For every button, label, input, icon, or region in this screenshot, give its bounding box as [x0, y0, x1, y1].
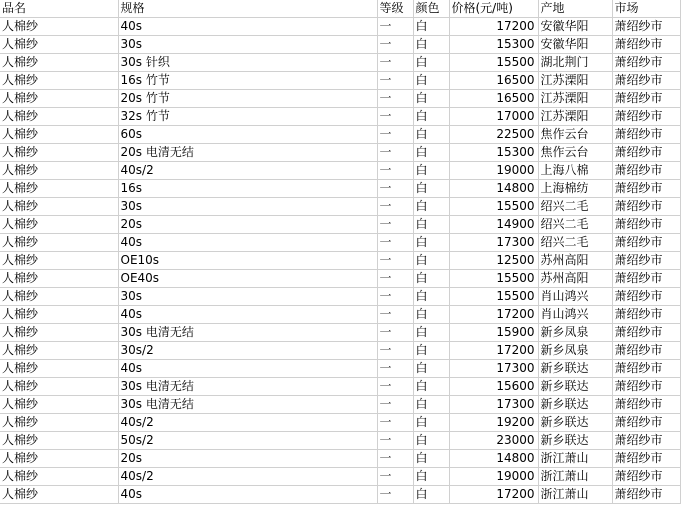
cell-spec: 30s	[118, 198, 377, 216]
cell-color: 白	[413, 252, 449, 270]
table-row	[0, 252, 680, 270]
cell-origin: 上海棉纺	[538, 180, 612, 198]
cell-origin: 肖山鸿兴	[538, 306, 612, 324]
cell-market: 萧绍纱市	[612, 414, 680, 432]
cell-origin: 江苏溧阳	[538, 108, 612, 126]
cell-origin: 江苏溧阳	[538, 72, 612, 90]
table-row	[0, 432, 680, 450]
cell-grade: 一	[377, 396, 413, 414]
cell-price: 17200	[449, 18, 538, 36]
cell-product-name: 人棉纱	[0, 90, 118, 108]
cell-origin: 新乡联达	[538, 414, 612, 432]
cell-color: 白	[413, 414, 449, 432]
cell-grade: 一	[377, 234, 413, 252]
cell-origin: 新乡联达	[538, 432, 612, 450]
cell-origin: 江苏溧阳	[538, 90, 612, 108]
cell-grade: 一	[377, 432, 413, 450]
cell-price: 17200	[449, 486, 538, 504]
cell-product-name: 人棉纱	[0, 360, 118, 378]
cell-grade: 一	[377, 90, 413, 108]
cell-product-name: 人棉纱	[0, 126, 118, 144]
table-row	[0, 54, 680, 72]
cell-product-name: 人棉纱	[0, 396, 118, 414]
cell-market: 萧绍纱市	[612, 252, 680, 270]
cell-spec: 30s	[118, 36, 377, 54]
cell-grade: 一	[377, 270, 413, 288]
cell-origin: 新乡联达	[538, 378, 612, 396]
cell-market: 萧绍纱市	[612, 108, 680, 126]
cell-market: 萧绍纱市	[612, 126, 680, 144]
cell-grade: 一	[377, 306, 413, 324]
cell-product-name: 人棉纱	[0, 414, 118, 432]
cell-spec: 40s/2	[118, 162, 377, 180]
cell-spec: 60s	[118, 126, 377, 144]
cell-spec: 30s 电清无结	[118, 378, 377, 396]
cell-market: 萧绍纱市	[612, 360, 680, 378]
cell-origin: 湖北荆门	[538, 54, 612, 72]
cell-spec: 30s/2	[118, 342, 377, 360]
cell-spec: 40s	[118, 360, 377, 378]
cell-grade: 一	[377, 288, 413, 306]
table-row	[0, 324, 680, 342]
cell-grade: 一	[377, 180, 413, 198]
cell-origin: 新乡联达	[538, 360, 612, 378]
cell-market: 萧绍纱市	[612, 342, 680, 360]
cell-origin: 新乡联达	[538, 396, 612, 414]
cell-color: 白	[413, 54, 449, 72]
cell-grade: 一	[377, 126, 413, 144]
cell-product-name: 人棉纱	[0, 324, 118, 342]
cell-origin: 安徽华阳	[538, 18, 612, 36]
cell-product-name: 人棉纱	[0, 378, 118, 396]
cell-color: 白	[413, 378, 449, 396]
cell-price: 15600	[449, 378, 538, 396]
cell-color: 白	[413, 162, 449, 180]
cell-market: 萧绍纱市	[612, 432, 680, 450]
cell-price: 15300	[449, 36, 538, 54]
cell-color: 白	[413, 288, 449, 306]
table-row	[0, 414, 680, 432]
cell-color: 白	[413, 180, 449, 198]
cell-color: 白	[413, 18, 449, 36]
cell-price: 17300	[449, 396, 538, 414]
cell-color: 白	[413, 450, 449, 468]
header-grade: 等级	[377, 0, 413, 18]
cell-grade: 一	[377, 468, 413, 486]
cell-product-name: 人棉纱	[0, 288, 118, 306]
cell-market: 萧绍纱市	[612, 306, 680, 324]
cell-market: 萧绍纱市	[612, 288, 680, 306]
cell-origin: 新乡凤泉	[538, 342, 612, 360]
cell-spec: 40s/2	[118, 414, 377, 432]
table-row	[0, 198, 680, 216]
cell-price: 15900	[449, 324, 538, 342]
cell-spec: 30s	[118, 288, 377, 306]
cell-grade: 一	[377, 36, 413, 54]
cell-market: 萧绍纱市	[612, 450, 680, 468]
cell-origin: 苏州高阳	[538, 252, 612, 270]
cell-product-name: 人棉纱	[0, 18, 118, 36]
cell-market: 萧绍纱市	[612, 18, 680, 36]
cell-grade: 一	[377, 216, 413, 234]
cell-color: 白	[413, 468, 449, 486]
cell-market: 萧绍纱市	[612, 54, 680, 72]
table-row	[0, 216, 680, 234]
cell-grade: 一	[377, 108, 413, 126]
cell-spec: 16s 竹节	[118, 72, 377, 90]
cell-price: 16500	[449, 90, 538, 108]
cell-spec: 40s	[118, 486, 377, 504]
cell-color: 白	[413, 270, 449, 288]
cell-product-name: 人棉纱	[0, 198, 118, 216]
cell-price: 22500	[449, 126, 538, 144]
cell-market: 萧绍纱市	[612, 486, 680, 504]
table-row	[0, 270, 680, 288]
cell-spec: 30s 电清无结	[118, 396, 377, 414]
cell-color: 白	[413, 486, 449, 504]
cell-grade: 一	[377, 324, 413, 342]
table-row	[0, 90, 680, 108]
cell-spec: 16s	[118, 180, 377, 198]
cell-price: 14900	[449, 216, 538, 234]
cell-origin: 浙江萧山	[538, 468, 612, 486]
header-color: 颜色	[413, 0, 449, 18]
cell-color: 白	[413, 126, 449, 144]
cell-product-name: 人棉纱	[0, 54, 118, 72]
cell-spec: 30s 针织	[118, 54, 377, 72]
cell-spec: 20s 电清无结	[118, 144, 377, 162]
cell-origin: 肖山鸿兴	[538, 288, 612, 306]
cell-price: 17300	[449, 360, 538, 378]
cell-origin: 绍兴二毛	[538, 216, 612, 234]
cell-origin: 苏州高阳	[538, 270, 612, 288]
cell-market: 萧绍纱市	[612, 216, 680, 234]
cell-color: 白	[413, 90, 449, 108]
cell-grade: 一	[377, 198, 413, 216]
cell-price: 15500	[449, 54, 538, 72]
cell-color: 白	[413, 144, 449, 162]
cell-spec: OE10s	[118, 252, 377, 270]
cell-product-name: 人棉纱	[0, 468, 118, 486]
cell-color: 白	[413, 72, 449, 90]
cell-spec: 32s 竹节	[118, 108, 377, 126]
cell-market: 萧绍纱市	[612, 72, 680, 90]
cell-price: 23000	[449, 432, 538, 450]
cell-product-name: 人棉纱	[0, 162, 118, 180]
cell-grade: 一	[377, 342, 413, 360]
table-row	[0, 234, 680, 252]
table-row	[0, 396, 680, 414]
table-row	[0, 18, 680, 36]
table-row	[0, 108, 680, 126]
cell-grade: 一	[377, 144, 413, 162]
cell-price: 15500	[449, 288, 538, 306]
cell-origin: 上海八棉	[538, 162, 612, 180]
cell-market: 萧绍纱市	[612, 180, 680, 198]
cell-color: 白	[413, 306, 449, 324]
cell-price: 19200	[449, 414, 538, 432]
cell-color: 白	[413, 324, 449, 342]
cell-price: 15500	[449, 270, 538, 288]
cell-product-name: 人棉纱	[0, 144, 118, 162]
cell-origin: 浙江萧山	[538, 450, 612, 468]
cell-product-name: 人棉纱	[0, 36, 118, 54]
cell-color: 白	[413, 108, 449, 126]
cell-product-name: 人棉纱	[0, 108, 118, 126]
table-row	[0, 360, 680, 378]
cell-market: 萧绍纱市	[612, 270, 680, 288]
cell-market: 萧绍纱市	[612, 468, 680, 486]
cell-color: 白	[413, 36, 449, 54]
cell-product-name: 人棉纱	[0, 180, 118, 198]
cell-product-name: 人棉纱	[0, 270, 118, 288]
cell-market: 萧绍纱市	[612, 324, 680, 342]
cell-spec: 30s 电清无结	[118, 324, 377, 342]
cell-product-name: 人棉纱	[0, 342, 118, 360]
cell-product-name: 人棉纱	[0, 450, 118, 468]
cell-origin: 焦作云台	[538, 126, 612, 144]
table-row	[0, 36, 680, 54]
cell-spec: 20s	[118, 450, 377, 468]
cell-market: 萧绍纱市	[612, 90, 680, 108]
cell-price: 14800	[449, 180, 538, 198]
cell-origin: 焦作云台	[538, 144, 612, 162]
cell-price: 15300	[449, 144, 538, 162]
cell-price: 16500	[449, 72, 538, 90]
cell-spec: 40s/2	[118, 468, 377, 486]
cell-market: 萧绍纱市	[612, 234, 680, 252]
cell-grade: 一	[377, 360, 413, 378]
table-row	[0, 180, 680, 198]
table-row	[0, 450, 680, 468]
cell-origin: 浙江萧山	[538, 486, 612, 504]
cell-origin: 安徽华阳	[538, 36, 612, 54]
cell-grade: 一	[377, 72, 413, 90]
cell-origin: 绍兴二毛	[538, 234, 612, 252]
cell-spec: 40s	[118, 234, 377, 252]
cell-market: 萧绍纱市	[612, 396, 680, 414]
cell-grade: 一	[377, 252, 413, 270]
cell-market: 萧绍纱市	[612, 36, 680, 54]
cell-grade: 一	[377, 54, 413, 72]
cell-spec: 40s	[118, 18, 377, 36]
table-row	[0, 378, 680, 396]
cell-color: 白	[413, 216, 449, 234]
cell-price: 17200	[449, 306, 538, 324]
cell-price: 19000	[449, 468, 538, 486]
cell-grade: 一	[377, 18, 413, 36]
table-row	[0, 468, 680, 486]
cell-color: 白	[413, 198, 449, 216]
cell-color: 白	[413, 234, 449, 252]
table-row	[0, 306, 680, 324]
cell-grade: 一	[377, 378, 413, 396]
header-row	[0, 0, 680, 18]
cell-origin: 新乡凤泉	[538, 324, 612, 342]
cell-color: 白	[413, 360, 449, 378]
cell-grade: 一	[377, 414, 413, 432]
cell-grade: 一	[377, 486, 413, 504]
header-origin: 产地	[538, 0, 612, 18]
cell-spec: 20s	[118, 216, 377, 234]
cell-product-name: 人棉纱	[0, 252, 118, 270]
cell-product-name: 人棉纱	[0, 72, 118, 90]
table-row	[0, 126, 680, 144]
cell-product-name: 人棉纱	[0, 306, 118, 324]
cell-price: 17000	[449, 108, 538, 126]
cell-product-name: 人棉纱	[0, 432, 118, 450]
cell-color: 白	[413, 432, 449, 450]
cell-price: 19000	[449, 162, 538, 180]
cell-grade: 一	[377, 450, 413, 468]
header-spec: 规格	[118, 0, 377, 18]
table-body	[0, 18, 680, 504]
cell-spec: 40s	[118, 306, 377, 324]
cell-origin: 绍兴二毛	[538, 198, 612, 216]
cell-price: 17200	[449, 342, 538, 360]
cell-price: 15500	[449, 198, 538, 216]
header-price: 价格(元/吨)	[449, 0, 538, 18]
table-row	[0, 342, 680, 360]
cell-price: 14800	[449, 450, 538, 468]
cell-product-name: 人棉纱	[0, 486, 118, 504]
cell-market: 萧绍纱市	[612, 198, 680, 216]
table-row	[0, 72, 680, 90]
cell-spec: 20s 竹节	[118, 90, 377, 108]
cell-grade: 一	[377, 162, 413, 180]
header-market: 市场	[612, 0, 680, 18]
cell-market: 萧绍纱市	[612, 378, 680, 396]
cell-price: 17300	[449, 234, 538, 252]
cell-product-name: 人棉纱	[0, 234, 118, 252]
cell-product-name: 人棉纱	[0, 216, 118, 234]
cell-spec: OE40s	[118, 270, 377, 288]
table-row	[0, 288, 680, 306]
cell-price: 12500	[449, 252, 538, 270]
cell-market: 萧绍纱市	[612, 144, 680, 162]
cell-market: 萧绍纱市	[612, 162, 680, 180]
table-row	[0, 162, 680, 180]
cell-spec: 50s/2	[118, 432, 377, 450]
table-row	[0, 486, 680, 504]
cell-color: 白	[413, 396, 449, 414]
table-row	[0, 144, 680, 162]
cell-color: 白	[413, 342, 449, 360]
header-product-name: 品名	[0, 0, 118, 18]
